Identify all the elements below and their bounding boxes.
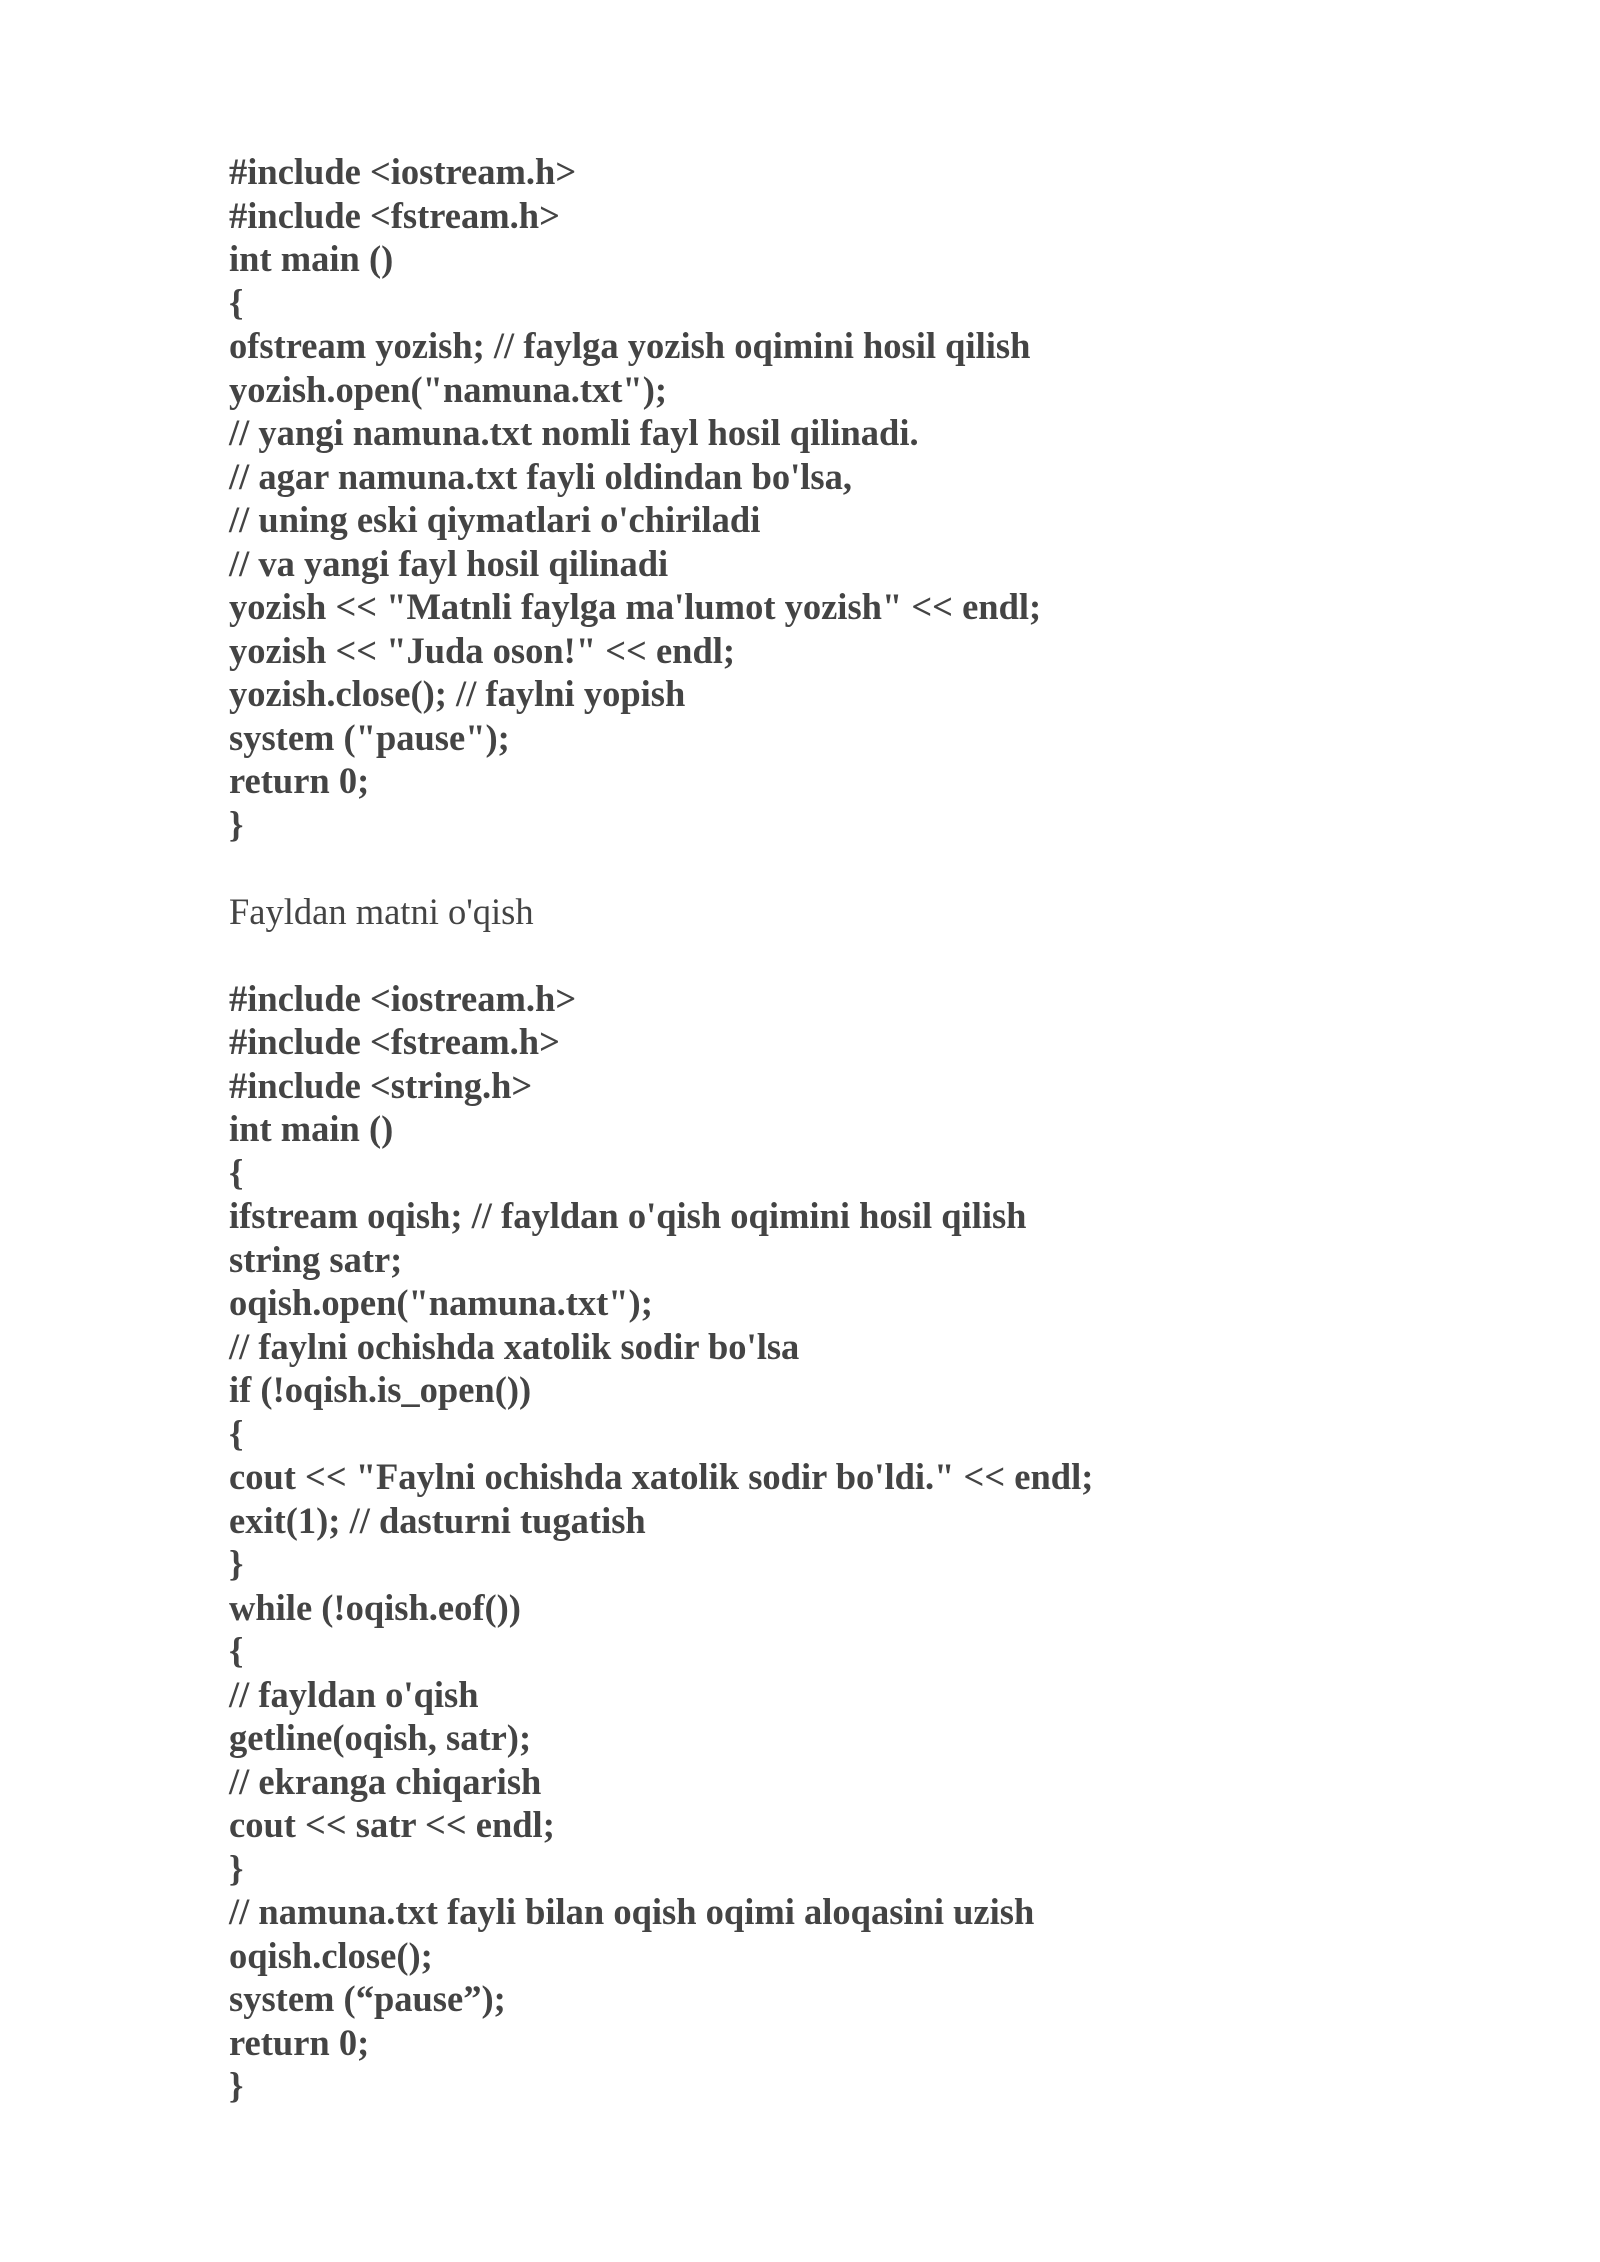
code-line: oqish.open("namuna.txt"); (229, 1282, 653, 1323)
code-line: // yangi namuna.txt nomli fayl hosil qilinadi. (229, 412, 919, 453)
code-line: cout << "Faylni ochishda xatolik sodir bo'ldi." << endl; (229, 1456, 1094, 1497)
code-line: } (229, 1847, 244, 1889)
code-line: // namuna.txt fayli bilan oqish oqimi aloqasini uzish (229, 1891, 1035, 1932)
code-line: return 0; (229, 2021, 370, 2063)
code-line: cout << satr << endl; (229, 1804, 555, 1845)
code-line: int main () (229, 238, 394, 279)
code-block-write-file (229, 150, 1479, 846)
code-line: #include <iostream.h> (229, 151, 577, 192)
code-line: yozish.open("namuna.txt"); (229, 368, 667, 410)
code-line: #include <iostream.h> (229, 977, 577, 1019)
code-block-read-file (229, 977, 1479, 2108)
code-line: } (229, 2065, 244, 2106)
code-line: { (229, 281, 244, 323)
code-line: ifstream oqish; // fayldan o'qish oqimini hosil qilish (229, 1195, 1027, 1236)
code-line: oqish.close(); (229, 1934, 433, 1976)
spacer (229, 846, 1479, 890)
section-heading: Fayldan matni o'qish (229, 890, 534, 932)
code-line: yozish << "Juda oson!" << endl; (229, 629, 736, 671)
document-content (229, 150, 1479, 2108)
code-line: { (229, 1630, 244, 1671)
code-line: system ("pause"); (229, 716, 510, 758)
code-line: yozish << "Matnli faylga ma'lumot yozish" << endl; (229, 586, 1042, 627)
code-line: while (!oqish.eof()) (229, 1586, 521, 1628)
code-line: // fayldan o'qish (229, 1673, 479, 1715)
code-line: // va yangi fayl hosil qilinadi (229, 542, 669, 584)
code-line: return 0; (229, 760, 370, 801)
code-line: // faylni ochishda xatolik sodir bo'lsa (229, 1325, 800, 1367)
code-line: system (“pause”); (229, 1978, 506, 2019)
code-line: string satr; (229, 1238, 403, 1280)
code-line: yozish.close(); // faylni yopish (229, 673, 686, 714)
code-line: } (229, 1543, 244, 1584)
code-line: #include <fstream.h> (229, 1021, 560, 1062)
code-line: // agar namuna.txt fayli oldindan bo'lsa, (229, 455, 853, 497)
code-line: #include <string.h> (229, 1064, 533, 1106)
code-line: ofstream yozish; // faylga yozish oqimini hosil qilish (229, 325, 1031, 366)
code-line: exit(1); // dasturni tugatish (229, 1499, 646, 1541)
code-line: { (229, 1151, 244, 1193)
code-line: // uning eski qiymatlari o'chiriladi (229, 499, 761, 540)
spacer (229, 933, 1479, 977)
code-line: { (229, 1412, 244, 1454)
code-line: int main () (229, 1108, 394, 1149)
code-line: // ekranga chiqarish (229, 1760, 542, 1802)
code-line: if (!oqish.is_open()) (229, 1369, 532, 1410)
code-line: getline(oqish, satr); (229, 1717, 532, 1758)
code-line: #include <fstream.h> (229, 194, 560, 236)
code-line: } (229, 803, 244, 845)
